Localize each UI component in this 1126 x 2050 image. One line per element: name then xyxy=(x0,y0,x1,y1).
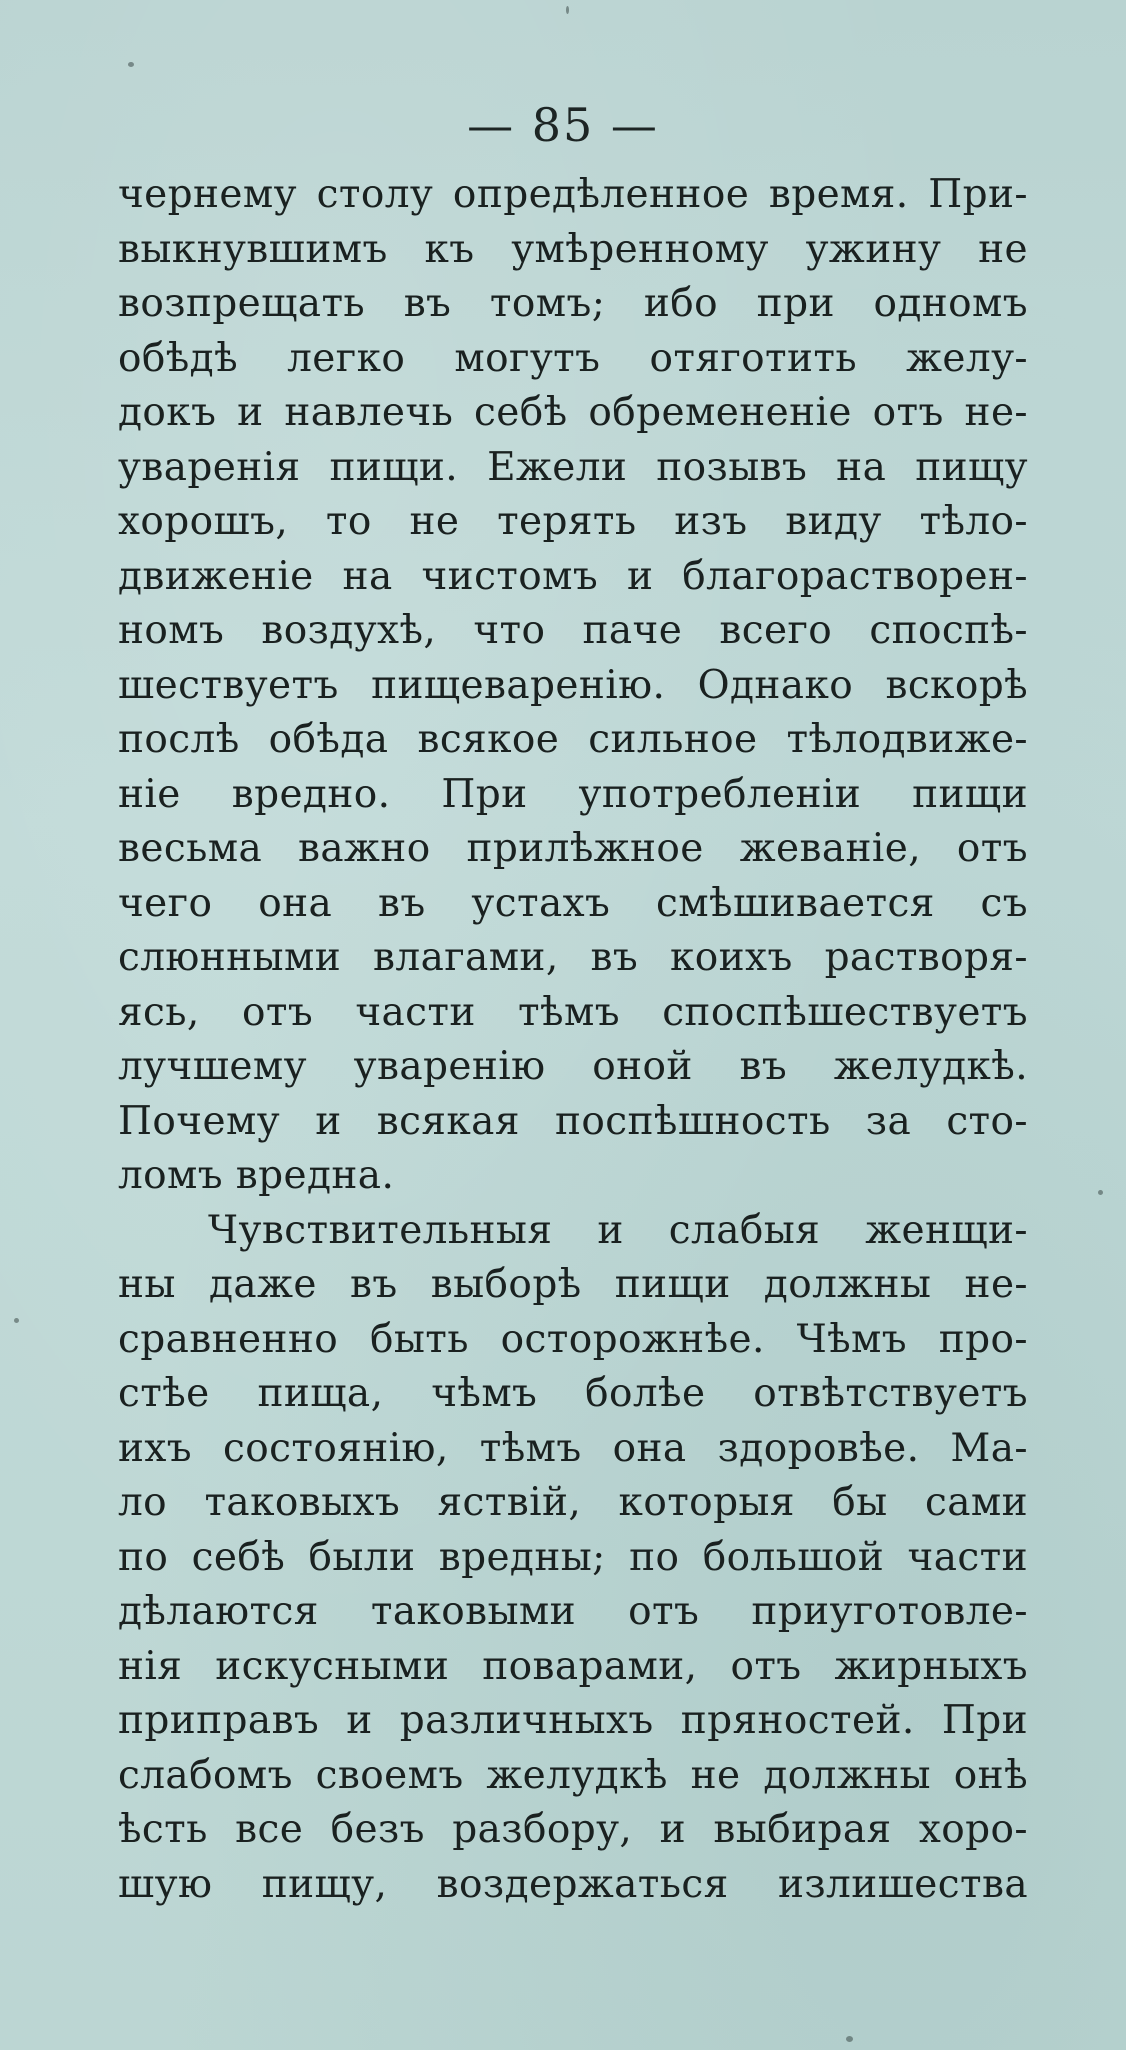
text-line: ясь, отъ части тѣмъ споспѣшествуетъ xyxy=(118,989,1028,1035)
text-line: ихъ состоянію, тѣмъ она здоровѣе. Ма- xyxy=(118,1425,1028,1471)
paper-speck xyxy=(128,62,134,67)
text-line: слабомъ своемъ желудкѣ не должны онѣ xyxy=(118,1752,1028,1798)
paper-speck xyxy=(846,2036,853,2042)
text-line: слюнными влагами, въ коихъ растворя- xyxy=(118,935,1028,980)
text-line: дѣлаются таковыми отъ приуготовле- xyxy=(118,1589,1028,1634)
paragraph-end-line: ломъ вредна. xyxy=(118,1153,395,1198)
paragraph-start-line: Чувствительныя и слабыя женщи- xyxy=(208,1207,1028,1253)
text-line: по себѣ были вредны; по большой части xyxy=(118,1534,1028,1580)
text-line: ны даже въ выборѣ пищи должны не- xyxy=(118,1262,1028,1307)
text-line: послѣ обѣда всякое сильное тѣлодвиже- xyxy=(118,717,1028,762)
text-line: нія искусными поварами, отъ жирныхъ xyxy=(118,1643,1028,1689)
text-line: докъ и навлечь себѣ обремененіе отъ не- xyxy=(118,390,1028,435)
text-line: шествуетъ пищеваренію. Однако вскорѣ xyxy=(118,662,1028,708)
text-line: приправъ и различныхъ пряностей. При xyxy=(118,1698,1028,1743)
text-line: весьма важно прилѣжное жеваніе, отъ xyxy=(118,826,1028,871)
paper-speck xyxy=(14,1318,19,1323)
text-line: сравненно быть осторожнѣе. Чѣмъ про- xyxy=(118,1316,1028,1362)
body-text xyxy=(118,168,1028,1912)
text-line: обѣдѣ легко могутъ отяготить желу- xyxy=(118,335,1028,381)
text-line: движеніе на чистомъ и благорастворен- xyxy=(118,553,1028,599)
text-line: ніе вредно. При употребленіи пищи xyxy=(118,771,1028,817)
text-line: Почему и всякая поспѣшность за сто- xyxy=(118,1098,1028,1144)
paper-speck xyxy=(566,6,569,14)
page-number: — 85 — xyxy=(467,98,659,152)
text-line: уваренія пищи. Ежели позывъ на пищу xyxy=(118,444,1028,490)
text-line: выкнувшимъ къ умѣренному ужину не xyxy=(118,226,1028,272)
text-line: хорошъ, то не терять изъ виду тѣло- xyxy=(118,499,1028,544)
text-line: ѣсть все безъ разбору, и выбирая хоро- xyxy=(118,1807,1028,1852)
text-line: номъ воздухѣ, что паче всего споспѣ- xyxy=(118,608,1028,653)
text-line: ло таковыхъ яствій, которыя бы сами xyxy=(118,1480,1028,1525)
text-line: стѣе пища, чѣмъ болѣе отвѣтствуетъ xyxy=(118,1371,1028,1416)
text-line: возпрещать въ томъ; ибо при одномъ xyxy=(118,281,1028,326)
text-line: чернему столу опредѣленное время. При- xyxy=(118,172,1028,217)
paper-speck xyxy=(1098,1190,1103,1195)
text-line: чего она въ устахъ смѣшивается съ xyxy=(118,880,1028,926)
text-line: шую пищу, воздержаться излишества xyxy=(118,1861,1028,1907)
text-line: лучшему уваренію оной въ желудкѣ. xyxy=(118,1044,1028,1089)
